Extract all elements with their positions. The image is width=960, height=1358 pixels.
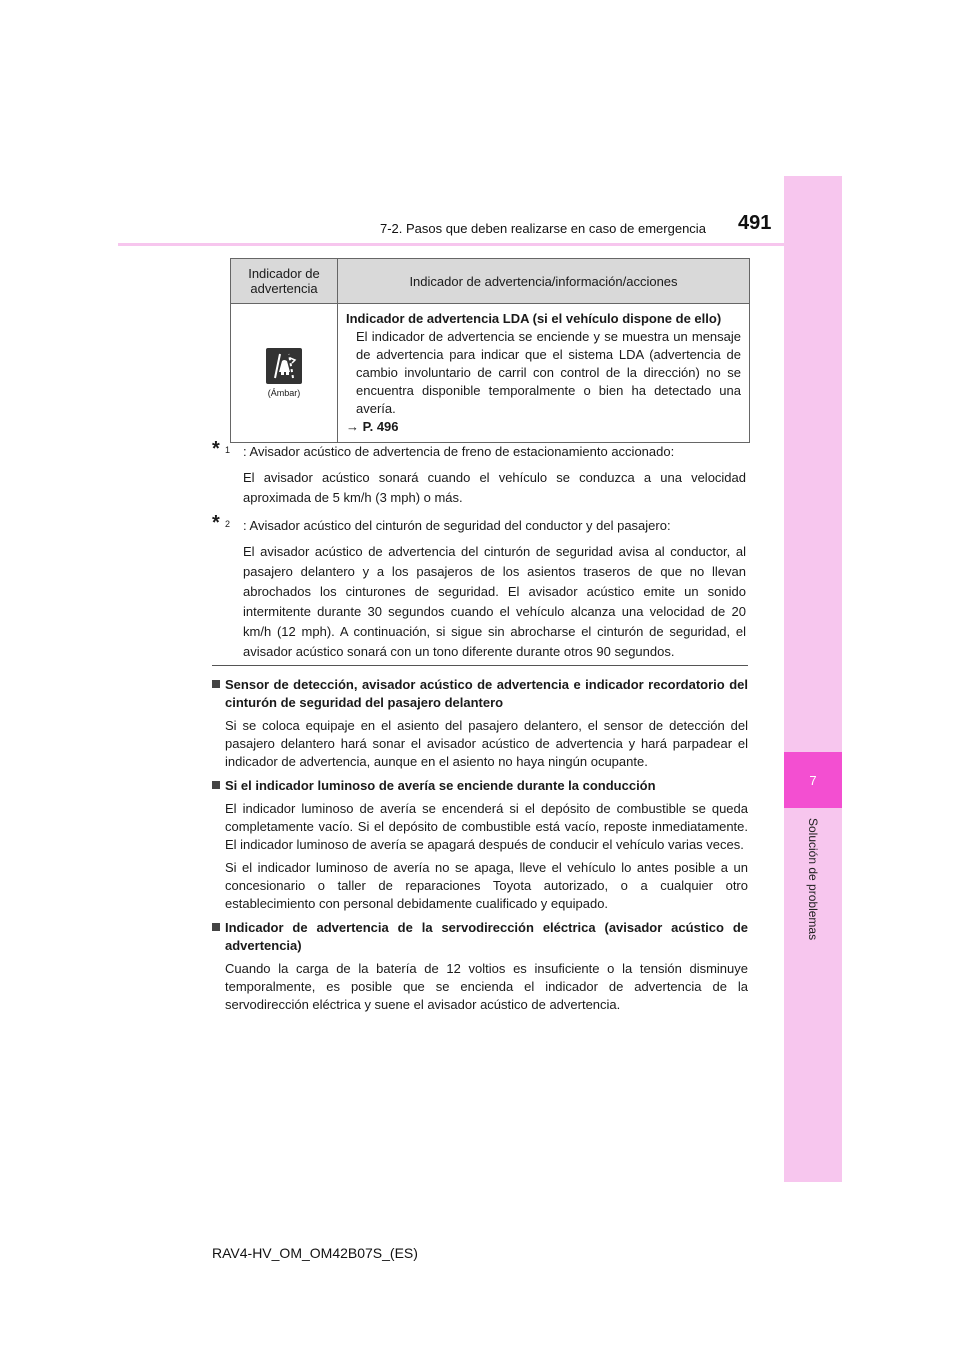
topic-malfunction-indicator xyxy=(212,777,748,913)
square-bullet-icon xyxy=(212,923,220,931)
footnote-heading: : Avisador acústico de advertencia de freno de estacionamiento accionado: xyxy=(243,444,675,459)
topics-section xyxy=(212,676,748,1020)
section-divider xyxy=(212,665,748,666)
document-code: RAV4-HV_OM_OM42B07S_(ES) xyxy=(212,1245,418,1261)
topic-heading: Indicador de advertencia de la servodirección eléctrica (avisador acústico de advertencia) xyxy=(225,920,748,953)
chapter-side-tab xyxy=(784,176,842,1182)
topic-heading: Si el indicador luminoso de avería se enciende durante la conducción xyxy=(225,778,656,793)
page-reference: → P. 496 xyxy=(346,419,399,434)
indicator-description: El indicador de advertencia se enciende y se muestra un mensaje de advertencia para indicar que el sistema LDA (advertencia de cambio involuntario de carril con control de la dirección) no se encuentra disponible temporalmente o bien ha detectado una avería. xyxy=(356,329,741,416)
section-title: 7-2. Pasos que deben realizarse en caso de emergencia xyxy=(380,221,706,236)
page-number: 491 xyxy=(738,212,772,234)
indicator-title: Indicador de advertencia LDA (si el vehículo dispone de ello) xyxy=(346,311,722,326)
square-bullet-icon xyxy=(212,781,220,789)
footnote-number: 1 xyxy=(225,445,231,455)
header-rule xyxy=(118,243,842,246)
chapter-number: 7 xyxy=(784,752,842,808)
description-cell xyxy=(338,304,750,443)
indicator-cell xyxy=(231,304,338,443)
footnote-star: * xyxy=(212,438,220,460)
footnote-1 xyxy=(212,438,746,508)
table-header-indicator: Indicador de advertencia xyxy=(231,259,338,304)
chapter-label: Solución de problemas xyxy=(806,818,820,941)
footnotes xyxy=(212,438,746,662)
topic-paragraph: Cuando la carga de la batería de 12 voltios es insuficiente o la tensión disminuye temporalmente, es posible que se encienda el indicador de advertencia de la servodirección eléctrica y suene el avisador acústico de advertencia. xyxy=(225,961,748,1012)
table-row xyxy=(231,304,750,443)
footnote-star: * xyxy=(212,512,220,534)
table-header-description: Indicador de advertencia/información/acciones xyxy=(338,259,750,304)
topic-paragraph: Si el indicador luminoso de avería no se apaga, lleve el vehículo lo antes posible a un concesionario o taller de reparaciones Toyota autorizado, o a cualquier otro establecimiento con personal debidamente cualificado y equipado. xyxy=(225,860,748,911)
warning-indicator-table xyxy=(230,258,750,443)
footnote-number: 2 xyxy=(225,519,231,529)
topic-power-steering xyxy=(212,919,748,1014)
icon-caption: (Ámbar) xyxy=(267,388,301,398)
topic-passenger-sensor xyxy=(212,676,748,771)
footnote-body: El avisador acústico sonará cuando el vehículo se conduzca a una velocidad aproximada de 5 km/h (3 mph) o más. xyxy=(243,470,746,505)
topic-paragraph: El indicador luminoso de avería se encenderá si el depósito de combustible se queda completamente vacío. Si el depósito de combustible está vacío, reposte inmediatamente. El indicador luminoso de avería se apagará después de conducir el vehículo varias veces. xyxy=(225,801,748,852)
lda-lane-departure-icon xyxy=(266,348,302,384)
square-bullet-icon xyxy=(212,680,220,688)
topic-paragraph: Si se coloca equipaje en el asiento del pasajero delantero, el sensor de detección del pasajero delantero hará sonar el avisador acústico de advertencia y hará parpadear el indicador de advertencia, aunque en el asiento no haya ningún ocupante. xyxy=(225,718,748,769)
footnote-body: El avisador acústico de advertencia del cinturón de seguridad avisa al conductor, al pasajero delantero y a los pasajeros de los asientos traseros de que no llevan abrochados los cinturones de seguridad. El avisador acústico emite un sonido intermitente durante 30 segundos cuando el vehículo alcanza una velocidad de 20 km/h (12 mph). A continuación, si sigue sin abrocharse el cinturón de seguridad, el avisador acústico sonará con un tono diferente durante otros 90 segundos. xyxy=(243,544,746,659)
footnote-heading: : Avisador acústico del cinturón de seguridad del conductor y del pasajero: xyxy=(243,518,671,533)
footnote-2 xyxy=(212,512,746,662)
topic-heading: Sensor de detección, avisador acústico de advertencia e indicador recordatorio del cinturón de seguridad del pasajero delantero xyxy=(225,677,748,710)
